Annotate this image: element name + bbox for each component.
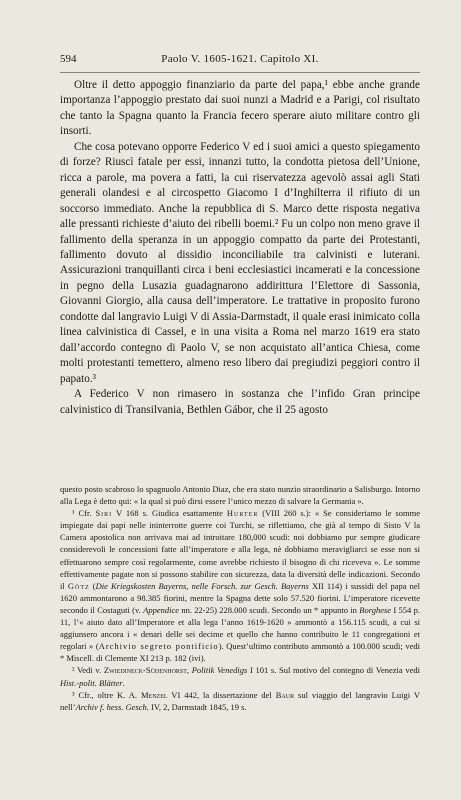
- footnote-1: ¹ Cfr. Siri V 168 s. Giudica esattamente Hurter (VIII 260 s.): « Se consideriamo le somme impiegate dai papi nelle ininterrotte guerre coi Turchi, se riflettiamo, che già al tempo di Sisto V la Camera apostolica non arrivava mai ad introitare 180,000 scudi: noi dobbiamo pur sempre giudicare considerevoli le concessioni fatte all’imperatore e alla lega, nè dobbiamo meravigliarci se esse non si effettuarono sempre così regolarmente, come avrebbe richiesto il bisogno di chi riceveva ». Le somme effettivamente pagate non si possono stabilire con sicurezza, data la diversità delle indicazioni. Secondo il Götz (Die Kriegskosten Bayerns, nelle Forsch. zur Gesch. Bayerns XII 114) i sussidi del papa nel 1620 ammontarono a 98.385 fiorini, mentre la Spagna dette solo 57.520 fiorini. L’imperatore ricevette secondo il Costaguti (v. Appendice nn. 22-25) 228.000 scudi. Secondo un * appunto in Borghese I 554 p. 11, l’« aiuto dato all’Imperatore et alla lega l’anno 1619-1620 » ammontò a 156.115 scudi, a cui si aggiunsero ancora i « denari delle sei decime et quello che hanno contribuito le 11 congregationi et regolari » (Archivio segreto pontificio). Quest’ultimo contributo ammontò a 100.000 scudi; vedi * Miscell. di Clemente XI 213 p. 182 (ivi).: [60, 508, 420, 664]
- page-header: [60, 52, 420, 66]
- page-number: 594: [60, 53, 77, 65]
- paragraph: Che cosa potevano opporre Federico V ed i suoi amici a questo spiegamento di forze? Riuscì fatale per essi, innanzi tutto, la condotta pietosa dell’Unione, ricca a parole, ma povera a fatti, la cui riservatezza agevolò assai agli Stati generali olandesi e al circospetto Giacomo I d’Inghilterra il rifiuto di un soccorso immediato. Anche la repubblica di S. Marco dette risposta negativa alle pressanti richieste d’aiuto dei ribelli boemi.² Fu un colpo non meno grave il fallimento della speranza in un appoggio compatto da parte dei Protestanti, fallimento dovuto al dissidio inconciliabile tra calvinisti e luterani. Assicurazioni tranquillanti circa i beni ecclesiastici incamerati e la concessione in pegno della Lusazia guadagnarono addirittura l’Elettore di Sassonia, Giovanni Giorgio, alla causa dell’imperatore. Le trattative in proposito furono condotte dal langravio Luigi V di Assia-Darmstadt, il quale erasi inimicato colla linea calvinistica di Cassel, e in una visita a Roma nel marzo 1619 era stato dall’accordo contegno di Paolo V, se non acquistato all’antica Chiesa, come molti protestanti temettero, almeno reso libero dai pregiudizi peggiori contro il papato.³: [60, 140, 420, 385]
- footnotes: [60, 483, 420, 713]
- footnote-3: ³ Cfr., oltre K. A. Menzel VI 442, la dissertazione del Baur sul viaggio del langravio Luigi V nell’Archiv f. hess. Gesch. IV, 2, Darmstadt 1845, 19 s.: [60, 689, 420, 712]
- paragraph: Oltre il detto appoggio finanziario da parte del papa,¹ ebbe anche grande importanza l’appoggio prestato dai suoi nunzi a Madrid e a Parigi, col risultato che tanto la Spagna quanto la Francia fecero sperare aiuto militare contro gli insorti.: [60, 79, 420, 138]
- running-head: Paolo V. 1605-1621. Capitolo XI.: [161, 53, 319, 65]
- main-text: [60, 78, 420, 418]
- header-rule: [60, 72, 420, 73]
- footnote-continuation: questo posto scabroso lo spagnuolo Antonio Diaz, che era stato nunzio straordinario a Salisburgo. Intorno alla Lega è detto qui: « la qual si può dirsi essere l’unico mezzo di salvare la Germania ».: [60, 484, 420, 507]
- footnote-2: ² Vedi v. Zwiedineck-Südenhorst, Politik Venedigs I 101 s. Sul motivo del contegno di Venezia vedi Hist.-polit. Blätter.: [60, 665, 420, 688]
- paragraph: A Federico V non rimasero in sostanza che l’infido Gran principe calvinistico di Transilvania, Bethlen Gábor, che il 25 agosto: [60, 388, 420, 416]
